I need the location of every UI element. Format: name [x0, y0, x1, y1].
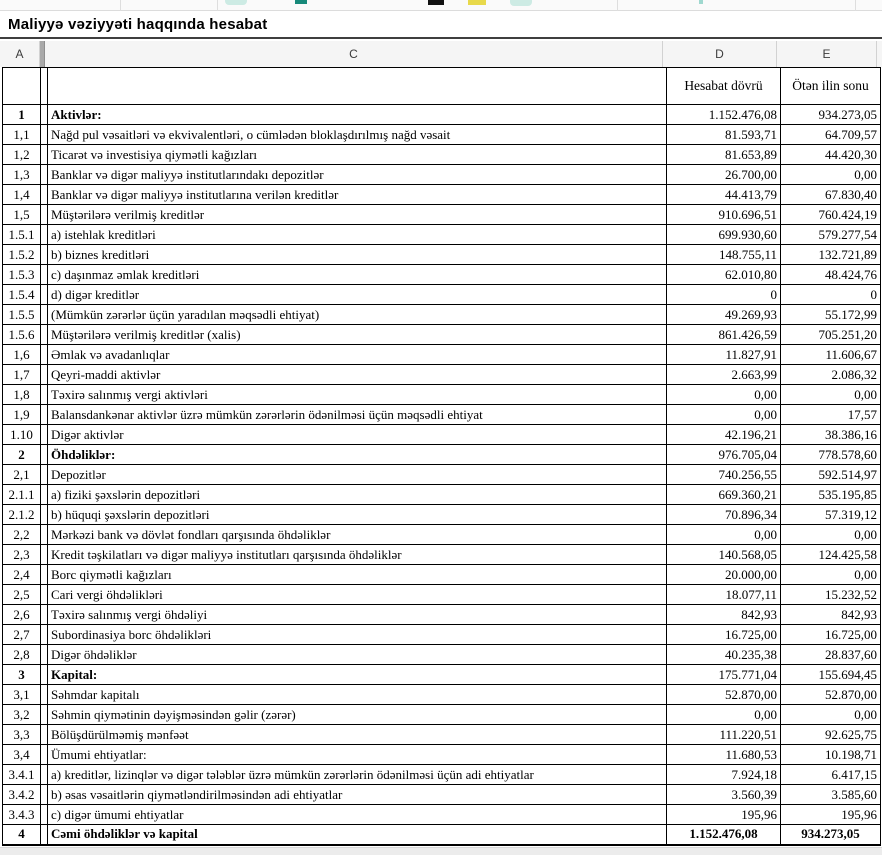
value-prior-year-cell[interactable]: 132.721,89	[781, 245, 881, 265]
value-current-period-cell[interactable]: 52.870,00	[667, 685, 781, 705]
table-row	[3, 685, 881, 705]
row-label-cell[interactable]: Cəmi öhdəliklər və kapital	[48, 825, 667, 845]
hidden-column-b-cell	[41, 105, 48, 125]
value-current-period-cell[interactable]: 7.924,18	[667, 765, 781, 785]
row-label-cell[interactable]: b) biznes kreditləri	[48, 245, 667, 265]
row-number-cell[interactable]: 1,7	[3, 365, 41, 385]
value-current-period-cell[interactable]: 26.700,00	[667, 165, 781, 185]
title-bar	[0, 12, 882, 39]
row-label-cell[interactable]: Digər aktivlər	[48, 425, 667, 445]
toolbar-divider	[617, 0, 618, 11]
table-row	[3, 665, 881, 685]
hidden-column-b-cell	[41, 465, 48, 485]
hidden-column-b-cell	[41, 745, 48, 765]
value-current-period-cell[interactable]: 111.220,51	[667, 725, 781, 745]
value-current-period-cell[interactable]: 49.269,93	[667, 305, 781, 325]
row-number-cell[interactable]: 3,4	[3, 745, 41, 765]
row-number-cell[interactable]: 1,4	[3, 185, 41, 205]
value-current-period-cell[interactable]: 62.010,80	[667, 265, 781, 285]
row-label-cell[interactable]: Banklar və digər maliyyə institutlarındakı depozitlər	[48, 165, 667, 185]
value-prior-year-cell[interactable]: 592.514,97	[781, 465, 881, 485]
row-number-cell[interactable]: 3.4.1	[3, 765, 41, 785]
row-number-cell[interactable]: 1.5.5	[3, 305, 41, 325]
hidden-column-b-cell	[41, 385, 48, 405]
table-row	[3, 485, 881, 505]
hidden-column-b-cell	[41, 205, 48, 225]
toolbar-strip	[0, 0, 882, 11]
hidden-column-b-cell	[41, 505, 48, 525]
value-prior-year-cell[interactable]: 0,00	[781, 525, 881, 545]
value-prior-year-cell[interactable]: 6.417,15	[781, 765, 881, 785]
hidden-column-b-cell	[41, 825, 48, 845]
value-prior-year-cell[interactable]: 0,00	[781, 385, 881, 405]
row-label-cell[interactable]: d) digər kreditlər	[48, 285, 667, 305]
row-label-cell[interactable]: Öhdəliklər:	[48, 445, 667, 465]
row-number-cell[interactable]: 2,6	[3, 605, 41, 625]
value-prior-year-cell[interactable]: 2.086,32	[781, 365, 881, 385]
value-prior-year-cell[interactable]: 28.837,60	[781, 645, 881, 665]
table-row	[3, 125, 881, 145]
row-label-cell[interactable]: Nağd pul vəsaitləri və ekvivalentləri, o cümlədən bloklaşdırılmış nağd vəsait	[48, 125, 667, 145]
value-current-period-cell[interactable]: 861.426,59	[667, 325, 781, 345]
value-current-period-cell[interactable]: 910.696,51	[667, 205, 781, 225]
table-row	[3, 385, 881, 405]
table-row	[3, 745, 881, 765]
value-current-period-cell[interactable]: 976.705,04	[667, 445, 781, 465]
table-row	[3, 245, 881, 265]
value-current-period-cell[interactable]: 81.593,71	[667, 125, 781, 145]
row-label-cell[interactable]: Qeyri-maddi aktivlər	[48, 365, 667, 385]
row-label-cell[interactable]: Səhmin qiymətinin dəyişməsindən gəlir (zərər)	[48, 705, 667, 725]
row-number-cell[interactable]: 3	[3, 665, 41, 685]
value-current-period-cell[interactable]: 0,00	[667, 525, 781, 545]
value-prior-year-cell[interactable]: 57.319,12	[781, 505, 881, 525]
value-prior-year-cell[interactable]: 842,93	[781, 605, 881, 625]
row-label-cell[interactable]: Mərkəzi bank və dövlət fondları qarşısında öhdəliklər	[48, 525, 667, 545]
row-label-cell[interactable]: Kredit təşkilatları və digər maliyyə institutları qarşısında öhdəliklər	[48, 545, 667, 565]
row-number-cell[interactable]: 3.4.3	[3, 805, 41, 825]
row-number-cell[interactable]: 2.1.1	[3, 485, 41, 505]
row-number-cell[interactable]: 1,2	[3, 145, 41, 165]
value-prior-year-cell[interactable]: 17,57	[781, 405, 881, 425]
hidden-column-b-cell	[41, 625, 48, 645]
row-label-cell[interactable]: Ümumi ehtiyatlar:	[48, 745, 667, 765]
hidden-column-b-cell	[41, 185, 48, 205]
value-current-period-cell[interactable]: 740.256,55	[667, 465, 781, 485]
row-number-cell[interactable]: 2,3	[3, 545, 41, 565]
value-prior-year-cell[interactable]: 16.725,00	[781, 625, 881, 645]
header-cell-current-period[interactable]: Hesabat dövrü	[667, 68, 781, 105]
value-prior-year-cell[interactable]: 124.425,58	[781, 545, 881, 565]
table-row	[3, 825, 881, 845]
value-current-period-cell[interactable]: 0,00	[667, 405, 781, 425]
value-current-period-cell[interactable]: 699.930,60	[667, 225, 781, 245]
hidden-column-b-cell	[41, 685, 48, 705]
row-number-cell[interactable]: 1,6	[3, 345, 41, 365]
hidden-column-b-cell	[41, 805, 48, 825]
hidden-column-b-cell	[41, 325, 48, 345]
table-row	[3, 325, 881, 345]
value-current-period-cell[interactable]: 148.755,11	[667, 245, 781, 265]
value-prior-year-cell[interactable]: 579.277,54	[781, 225, 881, 245]
row-number-cell[interactable]: 3,2	[3, 705, 41, 725]
table-row	[3, 585, 881, 605]
value-current-period-cell[interactable]: 81.653,89	[667, 145, 781, 165]
row-number-cell[interactable]: 1.5.6	[3, 325, 41, 345]
toolbar-icon-pale-teal[interactable]	[225, 0, 247, 5]
table-row	[3, 705, 881, 725]
value-prior-year-cell[interactable]: 535.195,85	[781, 485, 881, 505]
value-current-period-cell[interactable]: 175.771,04	[667, 665, 781, 685]
table-row	[3, 105, 881, 125]
value-current-period-cell[interactable]: 16.725,00	[667, 625, 781, 645]
table-row	[3, 285, 881, 305]
row-label-cell[interactable]: b) hüquqi şəxslərin depozitləri	[48, 505, 667, 525]
hidden-column-b-cell	[41, 665, 48, 685]
value-current-period-cell[interactable]: 18.077,11	[667, 585, 781, 605]
value-prior-year-cell[interactable]: 0,00	[781, 165, 881, 185]
row-number-cell[interactable]: 1,8	[3, 385, 41, 405]
value-prior-year-cell[interactable]: 195,96	[781, 805, 881, 825]
toolbar-icon-teal[interactable]	[295, 0, 307, 4]
row-number-cell[interactable]: 2,2	[3, 525, 41, 545]
value-prior-year-cell[interactable]: 11.606,67	[781, 345, 881, 365]
value-prior-year-cell[interactable]: 934.273,05	[781, 105, 881, 125]
row-number-cell[interactable]: 1,3	[3, 165, 41, 185]
header-cell-prior-year[interactable]: Ötən ilin sonu	[781, 68, 881, 105]
value-prior-year-cell[interactable]: 15.232,52	[781, 585, 881, 605]
row-label-cell[interactable]: Əmlak və avadanlıqlar	[48, 345, 667, 365]
value-current-period-cell[interactable]: 70.896,34	[667, 505, 781, 525]
table-row	[3, 785, 881, 805]
value-current-period-cell[interactable]: 11.680,53	[667, 745, 781, 765]
table-row	[3, 605, 881, 625]
toolbar-divider	[120, 0, 121, 11]
table-row	[3, 145, 881, 165]
value-current-period-cell[interactable]: 44.413,79	[667, 185, 781, 205]
value-prior-year-cell[interactable]: 0,00	[781, 565, 881, 585]
row-label-cell[interactable]: Balansdankənar aktivlər üzrə mümkün zərərlərin ödənilməsi üçün məqsədli ehtiyat	[48, 405, 667, 425]
row-number-cell[interactable]: 1.10	[3, 425, 41, 445]
value-prior-year-cell[interactable]: 705.251,20	[781, 325, 881, 345]
hidden-column-b-cell	[41, 725, 48, 745]
hidden-column-b-cell	[41, 125, 48, 145]
hidden-column-b-cell	[41, 405, 48, 425]
value-current-period-cell[interactable]: 20.000,00	[667, 565, 781, 585]
table-header-row	[3, 68, 881, 105]
value-current-period-cell[interactable]: 2.663,99	[667, 365, 781, 385]
row-number-cell[interactable]: 2	[3, 445, 41, 465]
row-label-cell[interactable]: a) kreditlər, lizinqlər və digər tələblər üzrə mümkün zərərlərin ödənilməsi üçün adi ehtiyatlar	[48, 765, 667, 785]
value-current-period-cell[interactable]: 3.560,39	[667, 785, 781, 805]
value-current-period-cell[interactable]: 0,00	[667, 385, 781, 405]
financial-statement-table	[2, 67, 881, 846]
hidden-column-b-cell	[41, 365, 48, 385]
row-label-cell[interactable]: Müştərilərə verilmiş kreditlər (xalis)	[48, 325, 667, 345]
table-row	[3, 345, 881, 365]
hidden-column-b-cell	[41, 445, 48, 465]
row-number-cell[interactable]: 2,8	[3, 645, 41, 665]
value-prior-year-cell[interactable]: 48.424,76	[781, 265, 881, 285]
row-number-cell[interactable]: 1,9	[3, 405, 41, 425]
header-cell-empty-c[interactable]	[48, 68, 667, 105]
toolbar-icon-pale-teal-2[interactable]	[510, 0, 532, 6]
hidden-column-b-cell	[41, 605, 48, 625]
hidden-column-b-cell	[41, 785, 48, 805]
row-label-cell[interactable]: a) istehlak kreditləri	[48, 225, 667, 245]
row-label-cell[interactable]: Aktivlər:	[48, 105, 667, 125]
hidden-column-b-cell	[41, 525, 48, 545]
value-current-period-cell[interactable]: 669.360,21	[667, 485, 781, 505]
value-current-period-cell[interactable]: 0	[667, 285, 781, 305]
row-number-cell[interactable]: 1.5.3	[3, 265, 41, 285]
row-label-cell[interactable]: Borc qiymətli kağızları	[48, 565, 667, 585]
row-number-cell[interactable]: 2,5	[3, 585, 41, 605]
table-row	[3, 545, 881, 565]
table-row	[3, 725, 881, 745]
toolbar-icon-dot[interactable]	[699, 0, 703, 4]
row-label-cell[interactable]: b) əsas vəsaitlərin qiymətləndirilməsindən adi ehtiyatlar	[48, 785, 667, 805]
hidden-column-b-cell	[41, 305, 48, 325]
row-label-cell[interactable]: (Mümkün zərərlər üçün yaradılan məqsədli ehtiyat)	[48, 305, 667, 325]
hidden-column-b-cell	[41, 165, 48, 185]
row-label-cell[interactable]: Depozitlər	[48, 465, 667, 485]
bottom-strip	[0, 847, 882, 855]
hidden-column-b-cell	[41, 705, 48, 725]
column-header-c[interactable]: C	[45, 41, 663, 67]
hidden-column-b-cell	[41, 245, 48, 265]
row-label-cell[interactable]: c) digər ümumi ehtiyatlar	[48, 805, 667, 825]
table-row	[3, 405, 881, 425]
row-label-cell[interactable]: Ticarət və investisiya qiymətli kağızları	[48, 145, 667, 165]
toolbar-icon-yellow[interactable]	[468, 0, 486, 5]
table-row	[3, 305, 881, 325]
header-cell-empty-a[interactable]	[3, 68, 41, 105]
value-prior-year-cell[interactable]: 64.709,57	[781, 125, 881, 145]
row-label-cell[interactable]: Təxirə salınmış vergi öhdəliyi	[48, 605, 667, 625]
table-row	[3, 205, 881, 225]
page-title: Maliyyə vəziyyəti haqqında hesabat	[8, 16, 268, 33]
value-prior-year-cell[interactable]: 52.870,00	[781, 685, 881, 705]
row-number-cell[interactable]: 1.5.4	[3, 285, 41, 305]
column-header-strip	[0, 41, 882, 67]
column-header-d[interactable]: D	[663, 41, 777, 67]
row-label-cell[interactable]: Səhmdar kapitalı	[48, 685, 667, 705]
hidden-column-b-cell	[41, 585, 48, 605]
hidden-column-b-cell	[41, 145, 48, 165]
row-label-cell[interactable]: Kapital:	[48, 665, 667, 685]
table-row	[3, 225, 881, 245]
table-row	[3, 645, 881, 665]
row-number-cell[interactable]: 2,7	[3, 625, 41, 645]
row-label-cell[interactable]: c) daşınmaz əmlak kreditləri	[48, 265, 667, 285]
value-prior-year-cell[interactable]: 155.694,45	[781, 665, 881, 685]
toolbar-divider	[217, 0, 218, 11]
value-prior-year-cell[interactable]: 44.420,30	[781, 145, 881, 165]
row-number-cell[interactable]: 1,1	[3, 125, 41, 145]
row-label-cell[interactable]: Digər öhdəliklər	[48, 645, 667, 665]
row-label-cell[interactable]: a) fiziki şəxslərin depozitləri	[48, 485, 667, 505]
table-row	[3, 505, 881, 525]
toolbar-icon-black[interactable]	[428, 0, 444, 5]
column-header-a[interactable]: A	[0, 41, 40, 67]
value-current-period-cell[interactable]: 140.568,05	[667, 545, 781, 565]
value-current-period-cell[interactable]: 1.152.476,08	[667, 105, 781, 125]
table-row	[3, 265, 881, 285]
row-number-cell[interactable]: 2,1	[3, 465, 41, 485]
table-row	[3, 805, 881, 825]
value-current-period-cell[interactable]: 842,93	[667, 605, 781, 625]
value-prior-year-cell[interactable]: 10.198,71	[781, 745, 881, 765]
hidden-column-b-cell	[41, 645, 48, 665]
row-number-cell[interactable]: 3,3	[3, 725, 41, 745]
value-prior-year-cell[interactable]: 934.273,05	[781, 825, 881, 845]
table-row	[3, 165, 881, 185]
row-label-cell[interactable]: Cari vergi öhdəlikləri	[48, 585, 667, 605]
row-number-cell[interactable]: 1,5	[3, 205, 41, 225]
row-number-cell[interactable]: 2,4	[3, 565, 41, 585]
value-prior-year-cell[interactable]: 0	[781, 285, 881, 305]
value-prior-year-cell[interactable]: 760.424,19	[781, 205, 881, 225]
value-prior-year-cell[interactable]: 55.172,99	[781, 305, 881, 325]
toolbar-divider	[855, 0, 856, 11]
value-prior-year-cell[interactable]: 38.386,16	[781, 425, 881, 445]
table-row	[3, 185, 881, 205]
row-label-cell[interactable]: Banklar və digər maliyyə institutlarına verilən kreditlər	[48, 185, 667, 205]
row-number-cell[interactable]: 1.5.1	[3, 225, 41, 245]
table-row	[3, 525, 881, 545]
table-row	[3, 765, 881, 785]
hidden-column-b-cell	[41, 545, 48, 565]
hidden-column-b-cell	[41, 225, 48, 245]
value-current-period-cell[interactable]: 0,00	[667, 705, 781, 725]
hidden-column-b-cell	[41, 345, 48, 365]
value-current-period-cell[interactable]: 195,96	[667, 805, 781, 825]
value-prior-year-cell[interactable]: 3.585,60	[781, 785, 881, 805]
hidden-column-b-cell	[41, 68, 48, 105]
row-label-cell[interactable]: Subordinasiya borc öhdəlikləri	[48, 625, 667, 645]
row-label-cell[interactable]: Təxirə salınmış vergi aktivləri	[48, 385, 667, 405]
table-row	[3, 625, 881, 645]
value-current-period-cell[interactable]: 1.152.476,08	[667, 825, 781, 845]
value-current-period-cell[interactable]: 42.196,21	[667, 425, 781, 445]
hidden-column-b-cell	[41, 485, 48, 505]
hidden-column-b-cell	[41, 425, 48, 445]
row-number-cell[interactable]: 1	[3, 105, 41, 125]
row-number-cell[interactable]: 3,1	[3, 685, 41, 705]
table-row	[3, 445, 881, 465]
row-label-cell[interactable]: Müştərilərə verilmiş kreditlər	[48, 205, 667, 225]
row-number-cell[interactable]: 2.1.2	[3, 505, 41, 525]
value-prior-year-cell[interactable]: 778.578,60	[781, 445, 881, 465]
table-row	[3, 365, 881, 385]
hidden-column-b-cell	[41, 565, 48, 585]
value-current-period-cell[interactable]: 40.235,38	[667, 645, 781, 665]
row-number-cell[interactable]: 4	[3, 825, 41, 845]
value-prior-year-cell[interactable]: 92.625,75	[781, 725, 881, 745]
table-row	[3, 425, 881, 445]
column-header-e[interactable]: E	[777, 41, 877, 67]
row-number-cell[interactable]: 1.5.2	[3, 245, 41, 265]
table-row	[3, 565, 881, 585]
table-row	[3, 465, 881, 485]
hidden-column-b-cell	[41, 265, 48, 285]
value-prior-year-cell[interactable]: 0,00	[781, 705, 881, 725]
row-number-cell[interactable]: 3.4.2	[3, 785, 41, 805]
hidden-column-b-cell	[41, 765, 48, 785]
hidden-column-b-cell	[41, 285, 48, 305]
row-label-cell[interactable]: Bölüşdürülməmiş mənfəət	[48, 725, 667, 745]
value-prior-year-cell[interactable]: 67.830,40	[781, 185, 881, 205]
value-current-period-cell[interactable]: 11.827,91	[667, 345, 781, 365]
